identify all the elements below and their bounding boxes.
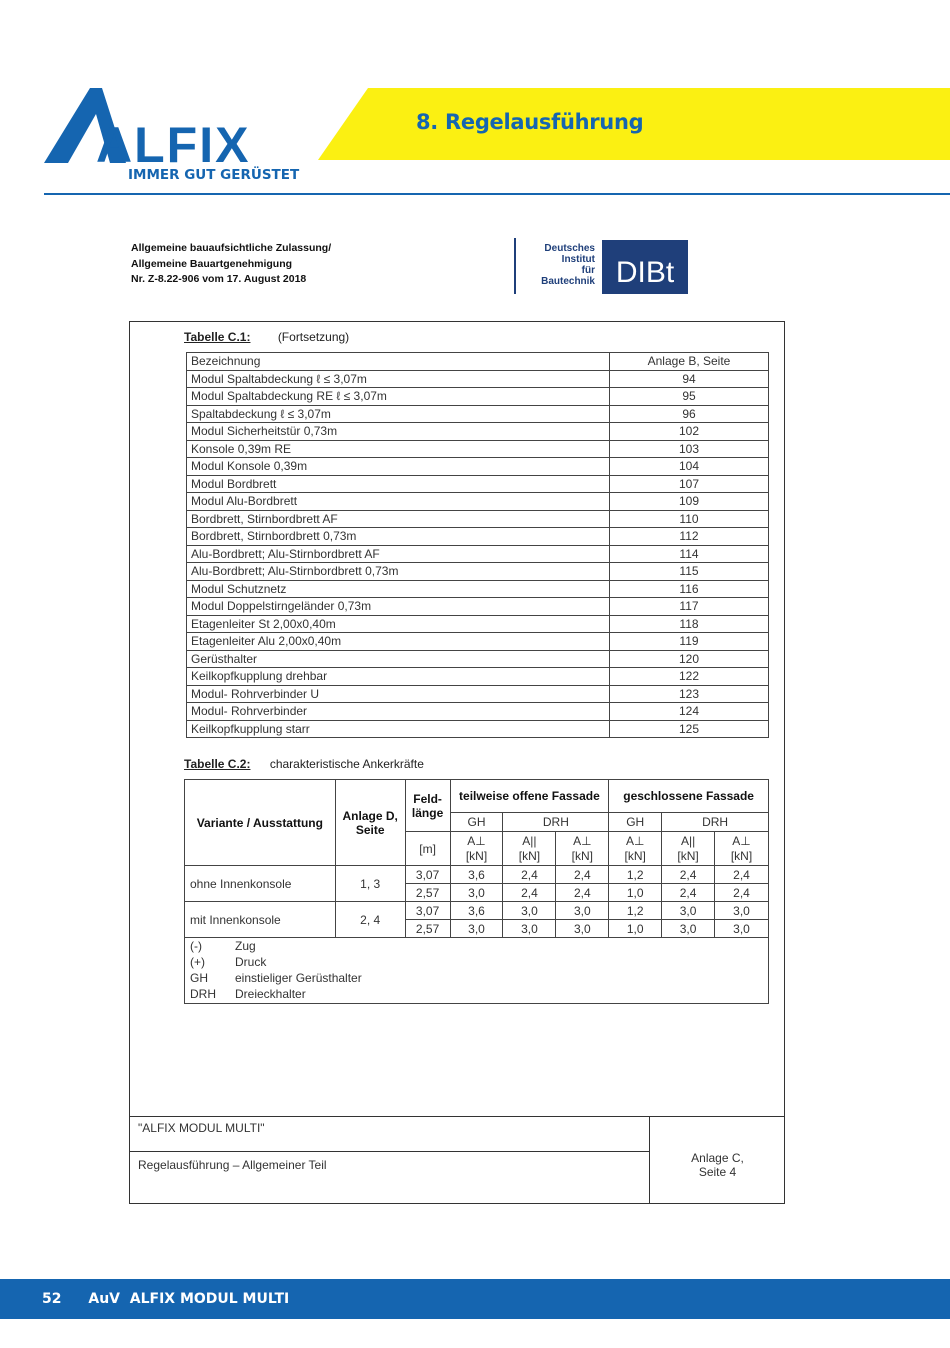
- legend-meaning: Dreieckhalter: [235, 987, 306, 1001]
- subheader-drh: DRH: [503, 813, 609, 832]
- force-value-cell: 3,0: [503, 902, 556, 920]
- table-row: [187, 685, 769, 703]
- force-value-cell: 3,0: [556, 920, 609, 938]
- force-unit: [kN]: [677, 848, 699, 863]
- header-bezeichnung: Bezeichnung: [187, 353, 610, 371]
- anlage-cell: 114: [610, 545, 769, 563]
- bezeichnung-cell: Konsole 0,39m RE: [187, 440, 610, 458]
- anlage-cell: 118: [610, 615, 769, 633]
- legend-abbrev: (+): [190, 955, 205, 969]
- legend-abbrev: (-): [190, 939, 202, 953]
- bezeichnung-cell: Modul- Rohrverbinder U: [187, 685, 610, 703]
- force-value-cell: 2,4: [662, 884, 715, 902]
- section-title: 8. Regelausführung: [416, 110, 644, 134]
- table-row: [187, 545, 769, 563]
- bezeichnung-cell: Gerüsthalter: [187, 650, 610, 668]
- force-value-cell: 2,4: [715, 884, 769, 902]
- footer-anlage: [650, 1151, 785, 1179]
- bezeichnung-cell: Modul- Rohrverbinder: [187, 703, 610, 721]
- force-value-cell: 2,4: [556, 884, 609, 902]
- anlage-cell: 117: [610, 598, 769, 616]
- header-anlage-d: Anlage D, Seite: [335, 780, 405, 866]
- table-c1-caption: [184, 330, 349, 344]
- table-row: [187, 475, 769, 493]
- force-value-cell: 3,0: [450, 884, 503, 902]
- subheader-drh: DRH: [662, 813, 769, 832]
- force-header: [662, 832, 715, 866]
- approval-reference: [131, 241, 331, 288]
- legend-meaning: Zug: [235, 939, 256, 953]
- bezeichnung-cell: Modul Sicherheitstür 0,73m: [187, 423, 610, 441]
- anlage-cell: 103: [610, 440, 769, 458]
- table-c2-label: Tabelle C.2:: [184, 757, 251, 771]
- table-row: [187, 580, 769, 598]
- feldlaenge-cell: 2,57: [405, 920, 450, 938]
- force-value-cell: 2,4: [503, 866, 556, 884]
- force-unit: [kN]: [624, 848, 646, 863]
- approval-line-3: Nr. Z-8.22-906 vom 17. August 2018: [131, 273, 307, 285]
- anlage-cell: 94: [610, 370, 769, 388]
- table-c1-label: Tabelle C.1:: [184, 330, 251, 344]
- table-row: [187, 720, 769, 738]
- bezeichnung-cell: Modul Bordbrett: [187, 475, 610, 493]
- header-anlage-b: Anlage B, Seite: [610, 353, 769, 371]
- table-c2-caption: [184, 757, 424, 771]
- table-row: [187, 703, 769, 721]
- force-header: [556, 832, 609, 866]
- force-header: [715, 832, 769, 866]
- header-teilweise-offen: teilweise offene Fassade: [450, 780, 609, 813]
- legend-meaning: einstieliger Gerüsthalter: [235, 971, 362, 985]
- force-label: A⊥: [573, 833, 592, 848]
- legend-abbrev: DRH: [190, 987, 216, 1001]
- bezeichnung-cell: Keilkopfkupplung starr: [187, 720, 610, 738]
- table-row: [187, 633, 769, 651]
- force-value-cell: 1,2: [609, 866, 662, 884]
- page-footer: [42, 1291, 289, 1307]
- table-row: [187, 388, 769, 406]
- feldlaenge-cell: 3,07: [405, 902, 450, 920]
- logo-wordmark: ALFIX: [96, 117, 251, 173]
- svg-text:Institut: Institut: [561, 254, 595, 265]
- anlage-cell: 116: [610, 580, 769, 598]
- feldlaenge-cell: 2,57: [405, 884, 450, 902]
- force-header: [503, 832, 556, 866]
- bezeichnung-cell: Bordbrett, Stirnbordbrett 0,73m: [187, 528, 610, 546]
- approval-line-1: Allgemeine bauaufsichtliche Zulassung/: [131, 242, 332, 254]
- bezeichnung-cell: Modul Spaltabdeckung RE ℓ ≤ 3,07m: [187, 388, 610, 406]
- table-row: [187, 528, 769, 546]
- force-value-cell: 3,6: [450, 866, 503, 884]
- page-number: 52: [42, 1291, 62, 1307]
- anlage-cell: 110: [610, 510, 769, 528]
- force-label: A||: [522, 833, 537, 848]
- svg-text:Bautechnik: Bautechnik: [541, 276, 595, 287]
- anlage-cell: 104: [610, 458, 769, 476]
- table-c2: [184, 779, 769, 938]
- force-value-cell: 1,0: [609, 884, 662, 902]
- force-value-cell: 3,6: [450, 902, 503, 920]
- anlage-cell: 124: [610, 703, 769, 721]
- variante-cell: ohne Innenkonsole: [185, 866, 336, 902]
- header-geschlossen: geschlossene Fassade: [609, 780, 769, 813]
- bezeichnung-cell: Alu-Bordbrett; Alu-Stirnbordbrett AF: [187, 545, 610, 563]
- feld-unit: [m]: [405, 832, 450, 866]
- footer-anlage-line-2: Seite 4: [698, 1165, 737, 1179]
- bezeichnung-cell: Modul Konsole 0,39m: [187, 458, 610, 476]
- table-header-row: [187, 353, 769, 371]
- anlage-d-cell: 1, 3: [335, 866, 405, 902]
- table-row: [187, 615, 769, 633]
- force-value-cell: 3,0: [715, 920, 769, 938]
- header-divider: [44, 193, 950, 195]
- subheader-gh: GH: [450, 813, 503, 832]
- force-value-cell: 1,0: [609, 920, 662, 938]
- footer-anlage-line-1: Anlage C,: [691, 1151, 744, 1165]
- table-row: [187, 510, 769, 528]
- anlage-cell: 125: [610, 720, 769, 738]
- force-value-cell: 2,4: [556, 866, 609, 884]
- anlage-cell: 107: [610, 475, 769, 493]
- anlage-d-cell: 2, 4: [335, 902, 405, 938]
- force-value-cell: 3,0: [556, 902, 609, 920]
- anlage-cell: 123: [610, 685, 769, 703]
- approval-line-2: Allgemeine Bauartgenehmigung: [131, 257, 293, 270]
- force-value-cell: 2,4: [662, 866, 715, 884]
- anlage-cell: 115: [610, 563, 769, 581]
- force-header: [609, 832, 662, 866]
- table-row: [185, 866, 769, 884]
- force-unit: [kN]: [730, 848, 753, 863]
- feldlaenge-cell: 3,07: [405, 866, 450, 884]
- legend-abbrev: GH: [190, 971, 208, 985]
- force-label: A⊥: [732, 833, 751, 848]
- table-row: [187, 650, 769, 668]
- force-value-cell: 3,0: [662, 902, 715, 920]
- anlage-cell: 112: [610, 528, 769, 546]
- anlage-cell: 120: [610, 650, 769, 668]
- table-row: [187, 493, 769, 511]
- table-c1-caption-text: (Fortsetzung): [277, 330, 350, 344]
- anlage-cell: 119: [610, 633, 769, 651]
- anlage-cell: 109: [610, 493, 769, 511]
- anlage-cell: 122: [610, 668, 769, 686]
- bezeichnung-cell: Alu-Bordbrett; Alu-Stirnbordbrett 0,73m: [187, 563, 610, 581]
- alfix-logo: [44, 88, 304, 188]
- bezeichnung-cell: Spaltabdeckung ℓ ≤ 3,07m: [187, 405, 610, 423]
- page-footer-text: AuV ALFIX MODUL MULTI: [88, 1291, 290, 1307]
- bezeichnung-cell: Bordbrett, Stirnbordbrett AF: [187, 510, 610, 528]
- force-header: [450, 832, 503, 866]
- svg-text:für: für: [581, 265, 595, 276]
- bezeichnung-cell: Modul Doppelstirngeländer 0,73m: [187, 598, 610, 616]
- svg-text:Deutsches: Deutsches: [544, 243, 595, 254]
- table-row: [187, 668, 769, 686]
- force-value-cell: 3,0: [715, 902, 769, 920]
- anlage-cell: 95: [610, 388, 769, 406]
- table-c2-caption-text: charakteristische Ankerkräfte: [269, 757, 424, 771]
- bezeichnung-cell: Etagenleiter Alu 2,00x0,40m: [187, 633, 610, 651]
- anlage-cell: 102: [610, 423, 769, 441]
- footer-product: "ALFIX MODUL MULTI": [138, 1121, 265, 1135]
- table-c2-legend: [184, 936, 769, 1004]
- bezeichnung-cell: Modul Alu-Bordbrett: [187, 493, 610, 511]
- logo-tagline: IMMER GUT GERÜSTET: [128, 167, 300, 183]
- variante-cell: mit Innenkonsole: [185, 902, 336, 938]
- footer-box-divider: [129, 1151, 649, 1152]
- footer-subject: Regelausführung – Allgemeiner Teil: [138, 1158, 327, 1172]
- table-row: [187, 370, 769, 388]
- table-row: [187, 458, 769, 476]
- header-feldlaenge: Feld-länge: [405, 780, 450, 832]
- table-row: [187, 563, 769, 581]
- force-value-cell: 3,0: [662, 920, 715, 938]
- header-variante: Variante / Ausstattung: [185, 780, 336, 866]
- force-value-cell: 2,4: [503, 884, 556, 902]
- dibt-acronym: DIBt: [615, 256, 675, 289]
- force-value-cell: 3,0: [450, 920, 503, 938]
- force-value-cell: 2,4: [715, 866, 769, 884]
- bezeichnung-cell: Modul Schutznetz: [187, 580, 610, 598]
- table-c1: [186, 352, 769, 738]
- force-label: A||: [680, 833, 696, 848]
- bezeichnung-cell: Etagenleiter St 2,00x0,40m: [187, 615, 610, 633]
- force-value-cell: 3,0: [503, 920, 556, 938]
- force-unit: [kN]: [465, 848, 488, 863]
- dibt-logo: [514, 238, 690, 294]
- table-row: [187, 440, 769, 458]
- force-label: A⊥: [625, 833, 645, 848]
- subheader-gh: GH: [609, 813, 662, 832]
- bezeichnung-cell: Modul Spaltabdeckung ℓ ≤ 3,07m: [187, 370, 610, 388]
- bezeichnung-cell: Keilkopfkupplung drehbar: [187, 668, 610, 686]
- table-row: [187, 405, 769, 423]
- force-unit: [kN]: [571, 848, 593, 863]
- table-row: [185, 902, 769, 920]
- table-row: [187, 598, 769, 616]
- legend-meaning: Druck: [235, 955, 267, 969]
- force-unit: [kN]: [518, 848, 541, 863]
- force-value-cell: 1,2: [609, 902, 662, 920]
- anlage-cell: 96: [610, 405, 769, 423]
- force-label: A⊥: [467, 833, 486, 848]
- table-row: [187, 423, 769, 441]
